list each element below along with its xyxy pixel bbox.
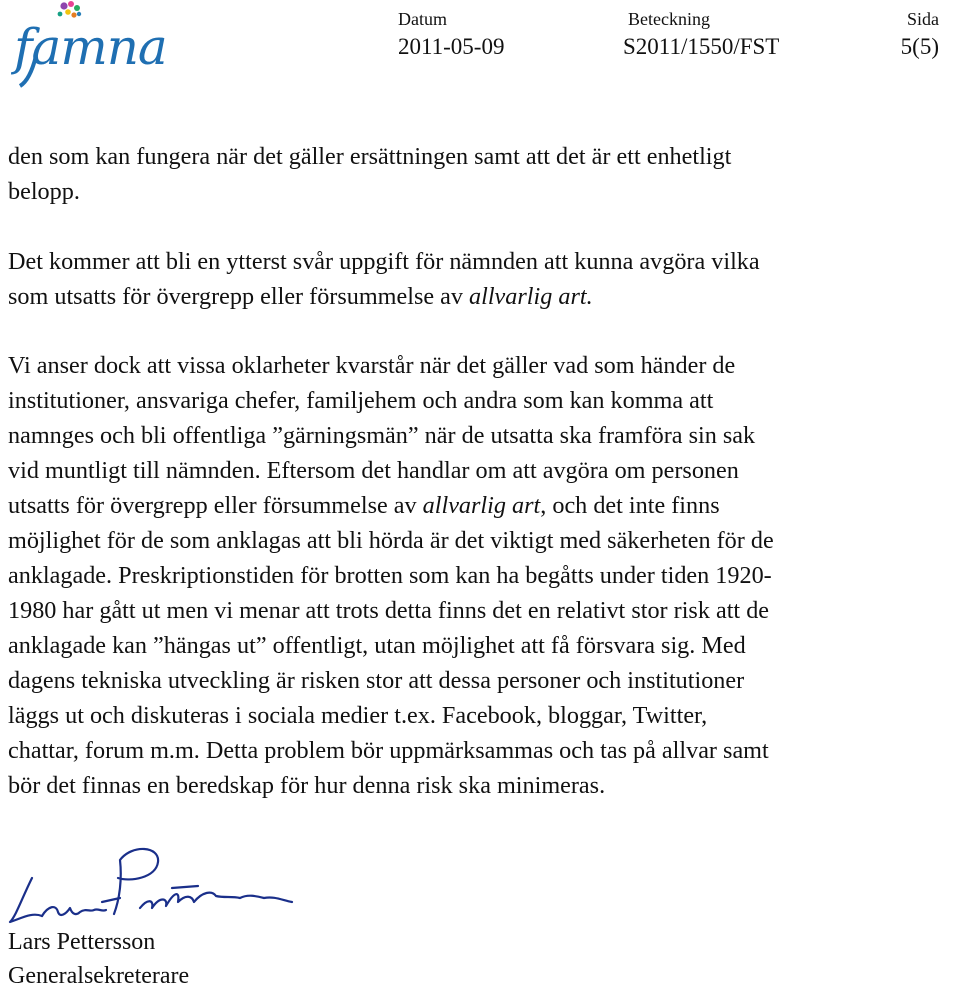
document-header xyxy=(0,8,960,68)
paragraph-2-line-1: Det kommer att bli en ytterst svår uppgift för nämnden att kunna avgöra vilka xyxy=(8,248,760,275)
document-body xyxy=(8,139,960,803)
paragraph-1-line-2: belopp. xyxy=(8,178,80,205)
reference-value: S2011/1550/FST xyxy=(623,34,780,59)
paragraph-3-line-9: anklagade kan ”hängas ut” offentligt, utan möjlighet att få försvara sig. Med xyxy=(8,632,746,659)
paragraph-3-line-10: dagens tekniska utveckling är risken stor att dessa personer och institutioner xyxy=(8,667,745,694)
paragraph-3-line-6: möjlighet för de som anklagas att bli hörda är det viktigt med säkerheten för de xyxy=(8,527,774,554)
paragraph-3-line-1: Vi anser dock att vissa oklarheter kvarstår när det gäller vad som händer de xyxy=(8,352,736,379)
date-column xyxy=(398,8,504,62)
handwritten-signature xyxy=(2,838,302,930)
signer-block xyxy=(8,925,189,993)
page-number: 5(5) xyxy=(900,34,939,59)
date-value: 2011-05-09 xyxy=(398,34,505,59)
paragraph-3-line-11: läggs ut och diskuteras i sociala medier t.ex. Facebook, bloggar, Twitter, xyxy=(8,702,708,729)
paragraph-2-text: som utsatts för övergrepp eller försummelse av xyxy=(8,283,470,310)
paragraph-3-line-12: chattar, forum m.m. Detta problem bör uppmärksammas och tas på allvar samt xyxy=(8,737,769,764)
svg-text:famna: famna xyxy=(14,18,167,76)
page-column xyxy=(901,8,939,62)
reference-column xyxy=(623,8,779,62)
emphasis-allvarlig-art-2: allvarlig art xyxy=(422,492,541,519)
paragraph-1-line-1: den som kan fungera när det gäller ersättningen samt att det är ett enhetligt xyxy=(8,143,732,170)
paragraph-3-line-5 xyxy=(8,488,960,523)
paragraph-3-line-8: 1980 har gått ut men vi menar att trots detta finns det en relativt stor risk att de xyxy=(8,597,770,624)
paragraph-3-line-7: anklagade. Preskriptionstiden för brotten som kan ha begåtts under tiden 1920- xyxy=(8,562,772,589)
paragraph-3-line-4: vid muntligt till nämnden. Eftersom det handlar om att avgöra om personen xyxy=(8,457,739,484)
paragraph-2-line-2 xyxy=(8,279,960,314)
date-label: Datum xyxy=(398,9,447,29)
emphasis-allvarlig-art: allvarlig art. xyxy=(469,283,593,310)
reference-label: Beteckning xyxy=(628,9,710,29)
paragraph-3-line-13: bör det finnas en beredskap för hur denna risk ska minimeras. xyxy=(8,772,606,799)
page-label: Sida xyxy=(906,9,939,29)
signer-title: Generalsekreterare xyxy=(8,963,190,989)
signer-name: Lars Pettersson xyxy=(8,929,156,955)
paragraph-3-text-b: , och det inte finns xyxy=(540,492,720,519)
paragraph-3-line-3: namnges och bli offentliga ”gärningsmän” när de utsatta ska framföra sin sak xyxy=(8,422,756,449)
paragraph-3-line-2: institutioner, ansvariga chefer, familjehem och andra som kan komma att xyxy=(8,387,714,414)
paragraph-3-text-a: utsatts för övergrepp eller försummelse av xyxy=(8,492,423,519)
